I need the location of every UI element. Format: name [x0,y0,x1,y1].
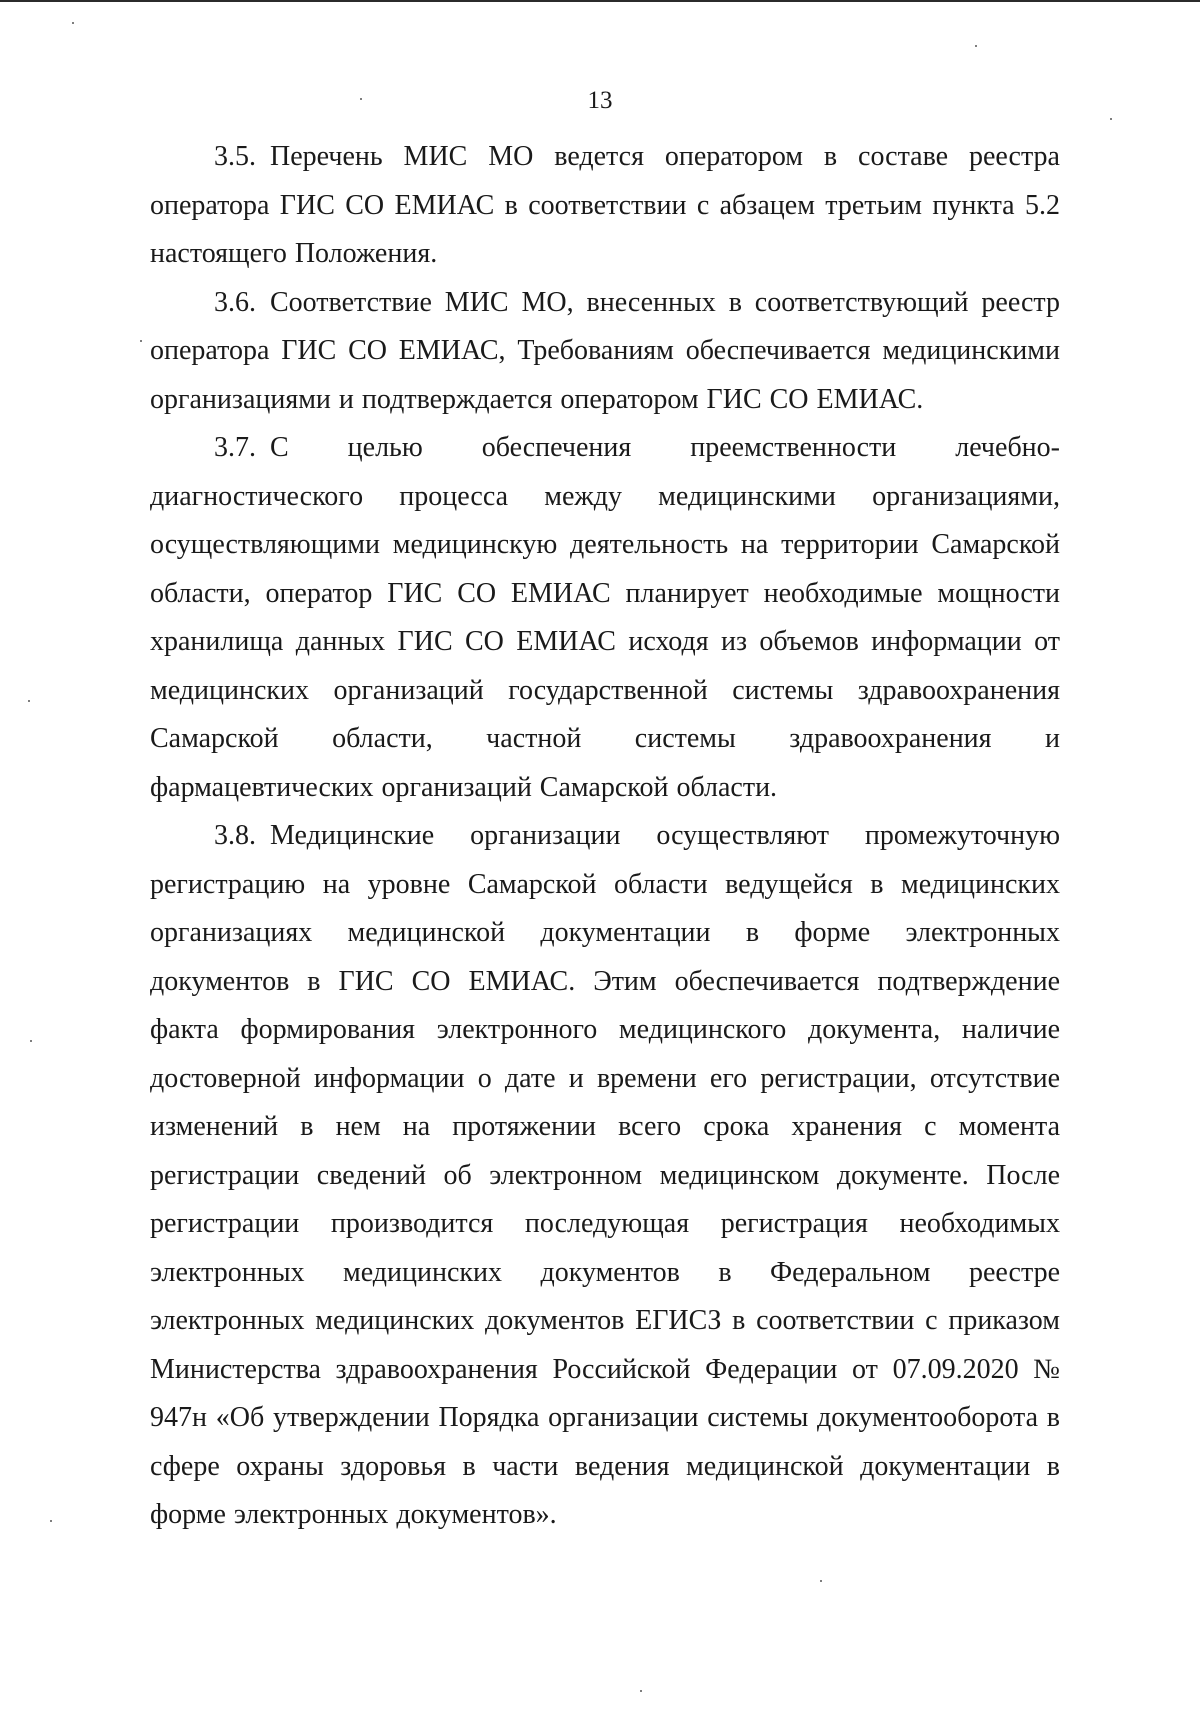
paragraph-3-8 [150,812,1060,1540]
document-body [150,133,1060,1540]
scan-speck [360,98,362,100]
scan-speck [30,1040,32,1042]
scan-top-edge [0,0,1200,2]
paragraph-text: Медицинские организации осуществляют промежуточную регистрацию на уровне Самарской области ведущейся в медицинских организациях медицинской документации в форме электронных документов в ГИС СО ЕМИАС. Этим обеспечивается подтверждение факта формирования электронного медицинского документа, наличие достоверной информации о дате и времени его регистрации, отсутствие изменений в нем на протяжении всего срока хранения с момента регистрации сведений об электронном медицинском документе. После регистрации производится последующая регистрация необходимых электронных медицинских документов в Федеральном реестре электронных медицинских документов ЕГИСЗ в соответствии с приказом Министерства здравоохранения Российской Федерации от 07.09.2020 № 947н «Об утверждении Порядка организации системы документооборота в сфере охраны здоровья в части ведения медицинской документации в форме электронных документов». [150,820,1060,1530]
paragraph-3-5 [150,133,1060,279]
paragraph-text: Соответствие МИС МО, внесенных в соответствующий реестр оператора ГИС СО ЕМИАС, Требованиям обеспечивается медицинскими организациями и подтверждается оператором ГИС СО ЕМИАС. [150,286,1060,415]
page-number: 13 [587,87,613,114]
scan-speck [1110,118,1112,120]
paragraph-number: 3.6. [214,286,256,318]
paragraph-text: Перечень МИС МО ведется оператором в составе реестра оператора ГИС СО ЕМИАС в соответствии с абзацем третьим пункта 5.2 настоящего Положения. [150,141,1060,269]
scan-speck [820,1580,822,1582]
paragraph-3-7 [150,424,1060,812]
paragraph-number: 3.8. [214,820,256,851]
scan-speck [975,45,977,47]
paragraph-3-6 [150,279,1060,425]
scan-speck [640,1690,642,1692]
scan-speck [72,22,74,24]
paragraph-text: С целью обеспечения преемственности лечебно-диагностического процесса между медицинскими организациями, осуществляющими медицинскую деятельность на территории Самарской области, оператор ГИС СО ЕМИАС планирует необходимые мощности хранилища данных ГИС СО ЕМИАС исходя из объемов информации от медицинских организаций государственной системы здравоохранения Самарской области, частной системы здравоохранения и фармацевтических организаций Самарской области. [150,432,1060,803]
paragraph-number: 3.5. [214,141,256,172]
scan-speck [50,1520,52,1522]
scan-speck [140,340,142,342]
scan-speck [28,700,30,702]
paragraph-number: 3.7. [214,432,256,463]
